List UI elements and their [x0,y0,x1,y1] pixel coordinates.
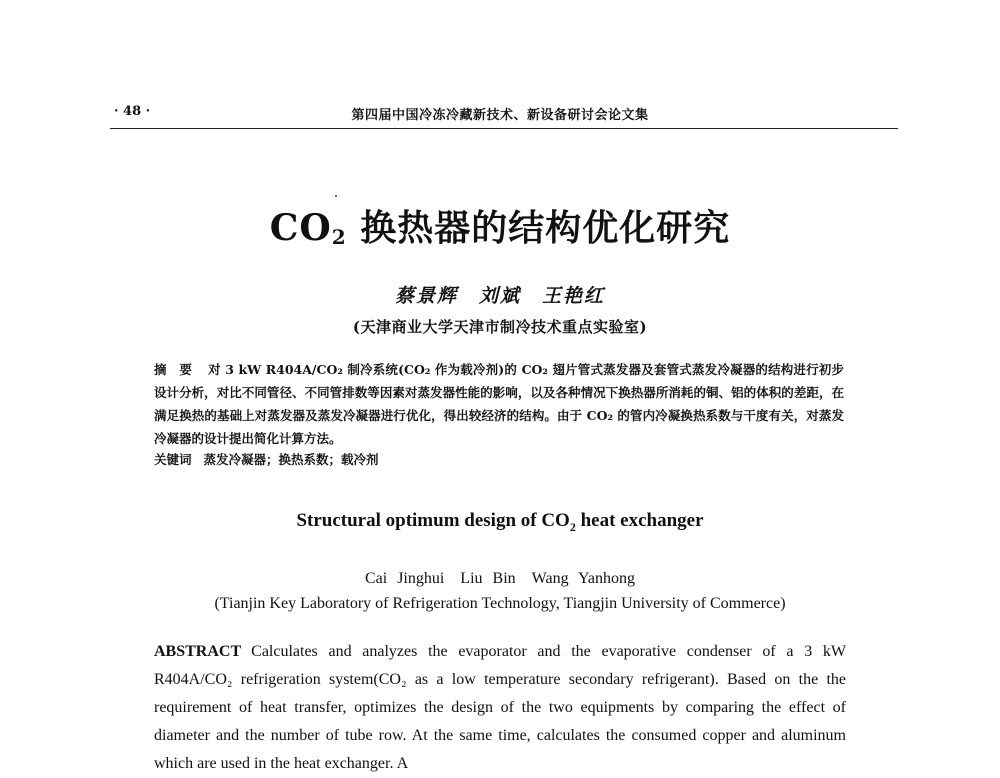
page-number: · 48 · [114,104,151,119]
paper-title-prefix: CO [269,207,332,249]
paper-title-en [0,510,1000,535]
abstract-en-text: Calculates and analyzes the evaporator and the evaporative condenser of a 3 kW R404A/CO₂ refrigeration system(CO₂ as a low temperature secondary refrigerant). Based on the the requirement of heat transfer, optimizes the design of the two equipments by comparing the effect of diameter and the number of tube row. At the same time, calculates the consumed copper and aluminum which are used in the heat exchanger. A [154,643,846,772]
affiliation-cn: (天津商业大学天津市制冷技术重点实验室) [352,318,648,336]
header-rule [110,128,898,129]
keywords-cn-label: 关键词 [154,452,192,467]
keywords-cn-text: 蒸发冷凝器；换热系数；载冷剂 [203,452,379,467]
authors-cn: 蔡景辉 刘斌 王艳红 [394,285,605,307]
abstract-cn [154,358,844,450]
paper-title-en-prefix: Structural optimum design of CO [296,510,570,531]
paper-title-rest: 换热器的结构优化研究 [346,207,731,249]
paper-title-en-subscript: 2 [569,519,576,534]
abstract-cn-text: 对 3 kW R404A/CO₂ 制冷系统(CO₂ 作为载冷剂)的 CO₂ 翅片管式蒸发器及套管式蒸发冷凝器的结构进行初步设计分析，对比不同管径、不同管排数等因素对蒸发器性能的影响，以及各种情况下换热器所消耗的铜、铝的体积的差距，在满足换热的基础上对蒸发器及蒸发冷凝器进行优化，得出较经济的结构。由于 CO₂ 的管内冷凝换热系数与干度有关，对蒸发冷凝器的设计提出简化计算方法。 [154,362,844,446]
abstract-en [154,638,846,778]
running-header: 第四届中国冷冻冷藏新技术、新设备研讨会论文集 [351,108,649,123]
print-speck [335,195,337,197]
paper-title-en-rest: heat exchanger [575,510,704,531]
paper-title-subscript: 2 [331,225,347,249]
authors-en: Cai Jinghui Liu Bin Wang Yanhong [364,570,636,587]
abstract-en-label: ABSTRACT [154,643,242,660]
paper-title [0,200,1000,251]
affiliation-en: (Tianjin Key Laboratory of Refrigeration Technology, Tiangjin University of Commerce) [214,595,786,612]
abstract-cn-label: 摘 要 [154,362,193,377]
keywords-cn [154,450,844,468]
